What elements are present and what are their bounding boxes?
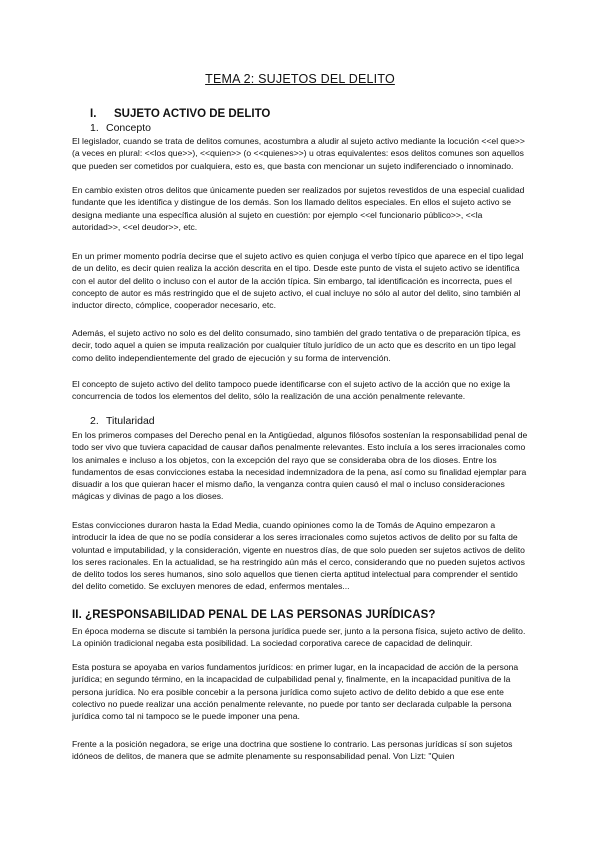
paragraph: En época moderna se discute si también la persona jurídica puede ser, junto a la persona física, sujeto activo de delito. La opinión tradicional negaba esta posibilidad. La sociedad corporativa carece de capacidad de delinquir. xyxy=(72,626,526,649)
subsection-title: Titularidad xyxy=(106,415,155,427)
subsection-heading-concepto xyxy=(90,122,151,134)
section-heading-personas-juridicas: II. ¿RESPONSABILIDAD PENAL DE LAS PERSONAS JURÍDICAS? xyxy=(72,609,436,621)
paragraph: En un primer momento podría decirse que el sujeto activo es quien conjuga el verbo típico que aparece en el tipo legal de un delito, es decir quien realiza la acción descrita en el tipo. Desde este punto de vista el sujeto activo se identifica con el autor del delito o incluso con el autor de la acción típica. Sin embargo, tal identificación es incorrecta, pues el concepto de autor es más restringido que el de sujeto activo, el cual incluye no sólo al autor del delito, sino también al inductor directo, cómplice, cooperador necesario, etc. xyxy=(72,251,524,310)
subsection-heading-titularidad xyxy=(90,415,155,427)
section-number: I. xyxy=(90,108,97,120)
paragraph: Además, el sujeto activo no solo es del delito consumado, sino también del grado tentativa o de preparación típica, es decir, todo aquel a quien se imputa realización por cualquier título jurídico de un acto que es descrito en un tipo legal como delito independientemente del grado de ejecución y su forma de intervención. xyxy=(72,328,521,363)
paragraph: En cambio existen otros delitos que únicamente pueden ser realizados por sujetos revestidos de una especial cualidad fundante que les identifica y distingue de los demás. Son los llamado delitos especiales. En ellos el sujeto activo se designa mediante una específica alusión al sujeto en cuestión: por ejemplo <<el funcionario público>>, <<la autoridad>>, <<el deudor>>, etc. xyxy=(72,185,525,232)
paragraph: El legislador, cuando se trata de delitos comunes, acostumbra a aludir al sujeto activo mediante la locución <<el que>> (a veces en plural: <<los que>>), <<quien>> (o <<quienes>>) u otras equivalentes: esos delitos comunes son aquellos que pueden ser cometidos por cualquiera, esto es, que basta con mencionar un sujeto indiferenciado o innominado. xyxy=(72,136,525,171)
section-heading-sujeto-activo xyxy=(90,108,270,120)
paragraph: En los primeros compases del Derecho penal en la Antigüedad, algunos filósofos sostenían la responsabilidad penal de todo ser vivo que tuviera capacidad de causar daños penalmente relevantes. Esto incluía a los seres irracionales como los animales e incluso a los objetos, con la excepción del rayo que se consideraba obra de los dioses. Entre los fundamentos de esas convicciones estaba la necesidad indemnizadora de la pena, así como su finalidad ejemplar para disuadir a los que quieran hacer el mismo daño, la venganza contra quien causó el mal o incluso consideraciones mágicas y divinas de pago a los dioses. xyxy=(72,430,528,502)
subsection-number: 2. xyxy=(90,415,99,427)
paragraph: Frente a la posición negadora, se erige una doctrina que sostiene lo contrario. Las personas jurídicas sí son sujetos idóneos de delitos, de manera que se admite plenamente su responsabilidad penal. Von Lizt: "Quien xyxy=(72,739,513,762)
subsection-title: Concepto xyxy=(106,122,151,134)
document-title: TEMA 2: SUJETOS DEL DELITO xyxy=(205,72,395,86)
paragraph: Esta postura se apoyaba en varios fundamentos jurídicos: en primer lugar, en la incapacidad de acción de la persona jurídica; en segundo término, en la incapacidad de culpabilidad penal y, finalmente, en la incapacidad punitiva de la persona jurídica. No era posible concebir a la persona jurídica como sujeto activo de delito debido a que ese ente colectivo no puede realizar una acción penalmente relevante, no puede por tanto ser declarada culpable la persona jurídica como tal ni tampoco se le puede imponer una pena. xyxy=(72,662,519,721)
paragraph: Estas convicciones duraron hasta la Edad Media, cuando opiniones como la de Tomás de Aquino empezaron a introducir la idea de que no se podía considerar a los seres irracionales como sujetos activos de delito por su falta de voluntad e imputabilidad, y la consideración, vigente en nuestros días, de que solo pueden ser sujetos activos de delito los seres racionales. En la actualidad, se ha restringido aún más el cerco, considerando que no pueden sujetos activos de delito todos los seres humanos, sino solo aquellos que tienen cierta aptitud intelectual para comprender el sentido del delito cometido. Se excluyen menores de edad, enfermos mentales... xyxy=(72,520,525,592)
subsection-number: 1. xyxy=(90,122,99,134)
section-title: SUJETO ACTIVO DE DELITO xyxy=(114,108,271,120)
paragraph: El concepto de sujeto activo del delito tampoco puede identificarse con el sujeto activo de la acción que no exige la concurrencia de todos los elementos del delito, sólo la realización de una acción penalmente relevante. xyxy=(72,379,511,402)
